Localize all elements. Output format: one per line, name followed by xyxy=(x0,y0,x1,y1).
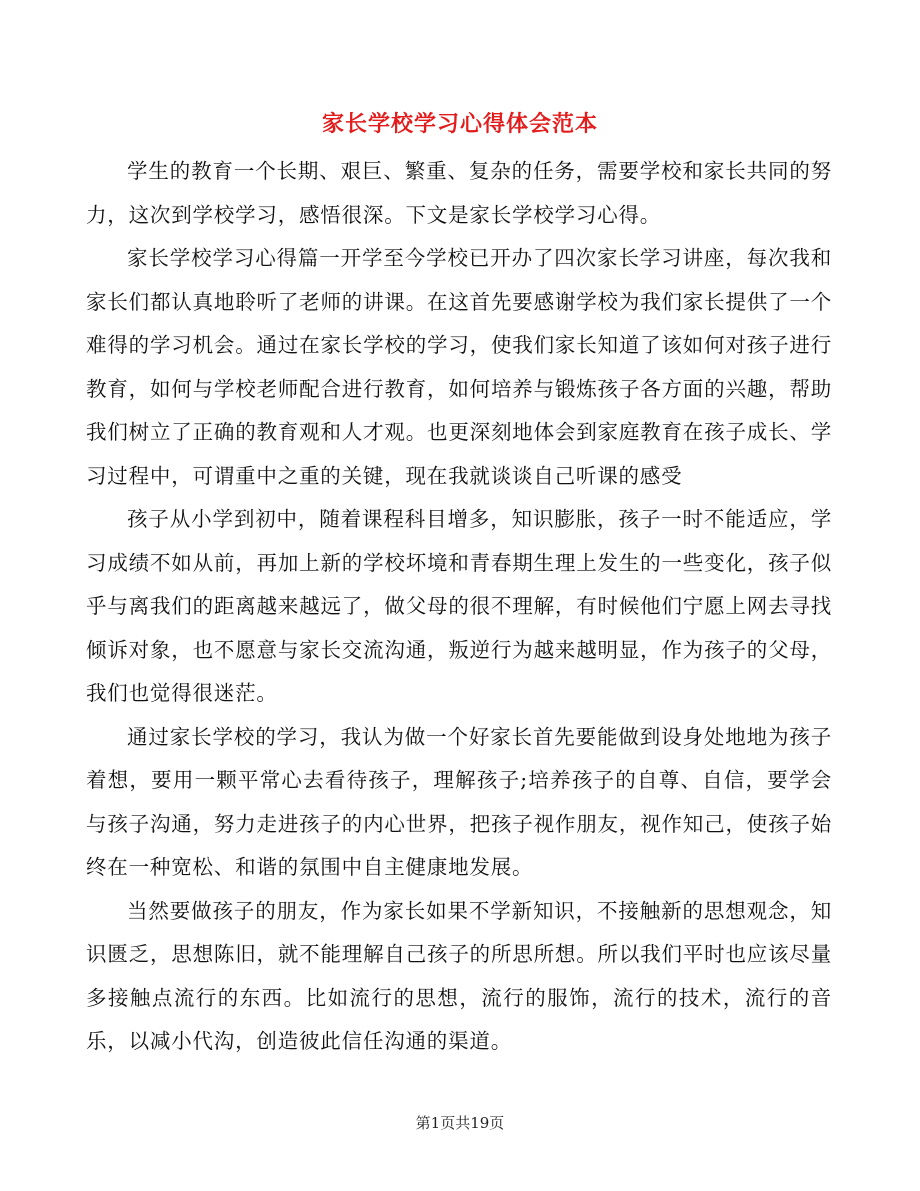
paragraph: 当然要做孩子的朋友，作为家长如果不学新知识，不接触新的思想观念，知识匮乏，思想陈旧，就不能理解自己孩子的所思所想。所以我们平时也应该尽量多接触点流行的东西。比如流行的思想，流行的服饰，流行的技术，流行的音乐，以减小代沟，创造彼此信任沟通的渠道。 xyxy=(86,898,832,1053)
paragraph: 学生的教育一个长期、艰巨、繁重、复杂的任务，需要学校和家长共同的努力，这次到学校学习，感悟很深。下文是家长学校学习心得。 xyxy=(86,159,832,227)
paragraph: 家长学校学习心得篇一开学至今学校已开办了四次家长学习讲座，每次我和家长们都认真地聆听了老师的讲课。在这首先要感谢学校为我们家长提供了一个难得的学习机会。通过在家长学校的学习，使我们家长知道了该如何对孩子进行教育，如何与学校老师配合进行教育，如何培养与锻炼孩子各方面的兴趣，帮助我们树立了正确的教育观和人才观。也更深刻地体会到家庭教育在孩子成长、学习过程中，可谓重中之重的关键，现在我就谈谈自己听课的感受 xyxy=(86,246,832,488)
paragraph: 孩子从小学到初中，随着课程科目增多，知识膨胀，孩子一时不能适应，学习成绩不如从前，再加上新的学校坏境和青春期生理上发生的一些变化，孩子似乎与离我们的距离越来越远了，做父母的很不理解，有时候他们宁愿上网去寻找倾诉对象，也不愿意与家长交流沟通，叛逆行为越来越明显，作为孩子的父母，我们也觉得很迷茫。 xyxy=(86,507,832,705)
page-number-footer: 第1页共19页 xyxy=(415,1114,505,1132)
paragraph: 通过家长学校的学习，我认为做一个好家长首先要能做到设身处地地为孩子着想，要用一颗平常心去看待孩子，理解孩子;培养孩子的自尊、自信，要学会与孩子沟通，努力走进孩子的内心世界，把孩子视作朋友，视作知己，使孩子始终在一种宽松、和谐的氛围中自主健康地发展。 xyxy=(86,724,832,879)
document-title: 家长学校学习心得体会范本 xyxy=(321,111,598,137)
document-body xyxy=(86,150,832,1064)
